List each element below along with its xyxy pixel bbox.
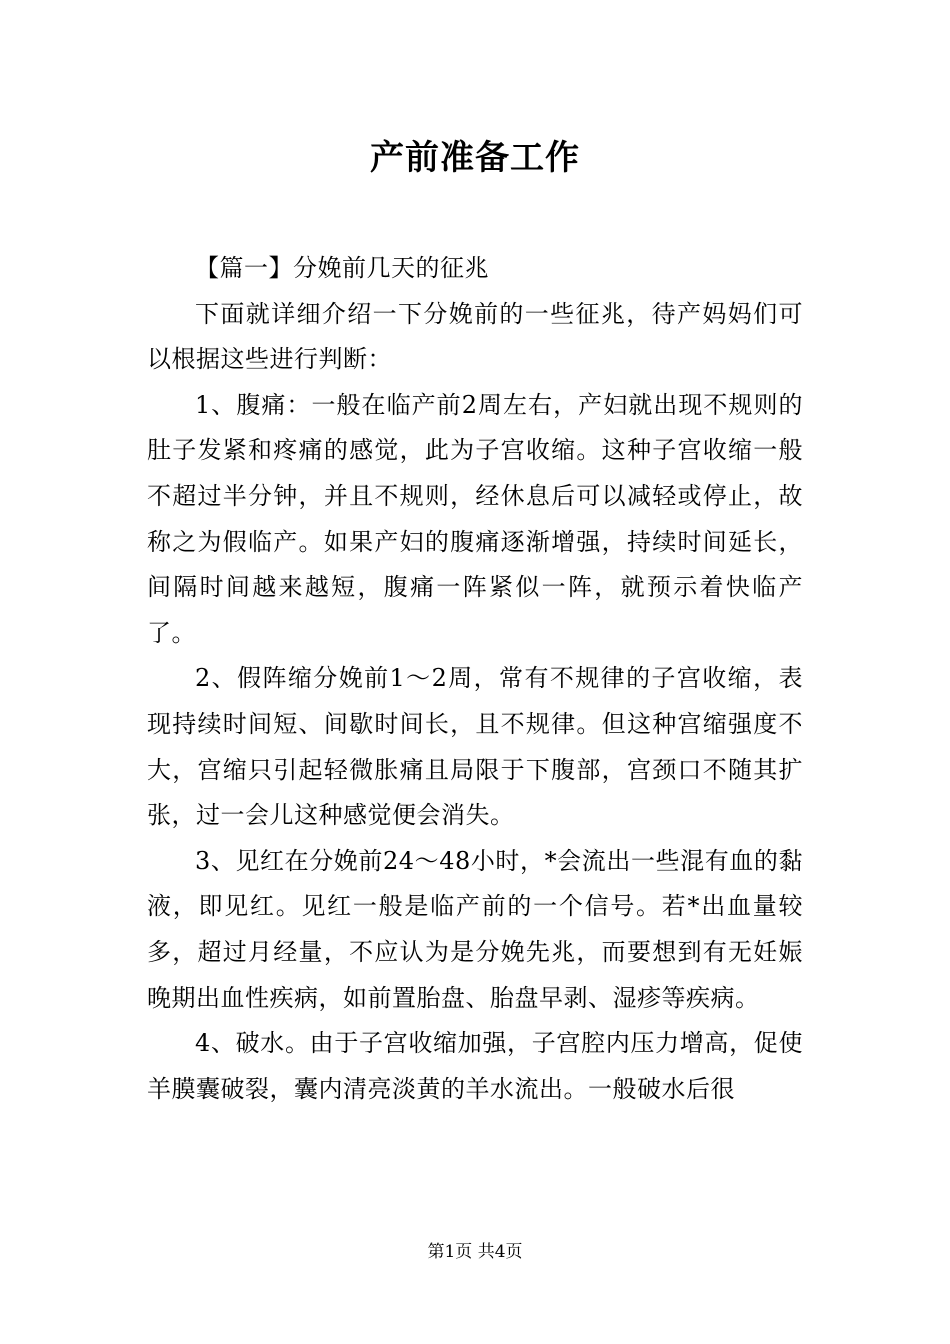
paragraph-water-breaking: 4、破水。由于子宫收缩加强，子宫腔内压力增高，促使羊膜囊破裂，囊内清亮淡黄的羊水流出。一般破水后很 — [147, 1029, 803, 1103]
paragraph-bloody-show: 3、见红在分娩前24～48小时，*会流出一些混有血的黏液，即见红。见红一般是临产前的一个信号。若*出血量较多，超过月经量，不应认为是分娩先兆，而要想到有无妊娠晚期出血性疾病，如前置胎盘、胎盘早剥、湿疹等疾病。 — [147, 846, 803, 1012]
paragraph-abdominal-pain: 1、腹痛：一般在临产前2周左右，产妇就出现不规则的肚子发紧和疼痛的感觉，此为子宫收缩。这种子宫收缩一般不超过半分钟，并且不规则，经休息后可以减轻或停止，故称之为假临产。如果产妇的腹痛逐渐增强，持续时间延长，间隔时间越来越短，腹痛一阵紧似一阵，就预示着快临产了。 — [147, 390, 803, 647]
paragraph-false-contractions: 2、假阵缩分娩前1～2周，常有不规律的子宫收缩，表现持续时间短、间歇时间长，且不规律。但这种宫缩强度不大，宫缩只引起轻微胀痛且局限于下腹部，宫颈口不随其扩张，过一会儿这种感觉便会消失。 — [147, 664, 803, 830]
document-title: 产前准备工作 — [370, 138, 580, 178]
page-footer: 第1页 共4页 — [427, 1242, 523, 1262]
section-heading: 【篇一】分娩前几天的征兆 — [195, 254, 489, 282]
intro-paragraph: 下面就详细介绍一下分娩前的一些征兆，待产妈妈们可以根据这些进行判断： — [147, 299, 803, 374]
document-body — [147, 246, 803, 1112]
